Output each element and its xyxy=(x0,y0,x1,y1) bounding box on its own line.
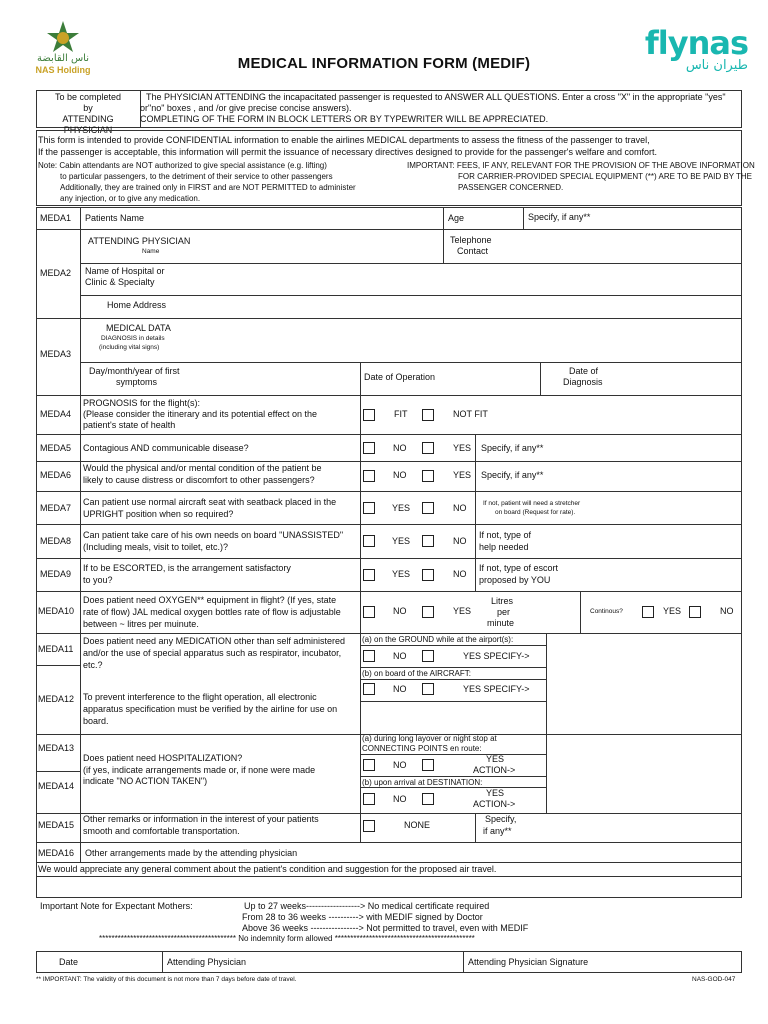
meda7-note-2: on board (Request for rate). xyxy=(495,509,576,516)
meda10-continuous-yes-label: YES xyxy=(663,606,682,616)
meda9-q1: If to be ESCORTED, is the arrangement satisfactory xyxy=(83,563,291,573)
meda3-code: MEDA3 xyxy=(40,349,72,359)
meda11-aircraft: (b) on board of the AIRCRAFT: xyxy=(362,669,471,678)
meda8-q2: (Including meals, visit to toilet, etc.)? xyxy=(83,542,229,552)
meda3-date-operation: Date of Operation xyxy=(364,372,436,382)
meda11-code: MEDA11 xyxy=(38,644,74,654)
meda11-ground: (a) on the GROUND while at the airport(s): xyxy=(362,635,514,644)
meda14-yes-checkbox[interactable] xyxy=(422,793,434,805)
meda9-no-checkbox[interactable] xyxy=(422,569,434,581)
meda14-code: MEDA14 xyxy=(38,781,75,791)
meda2-hospital-1: Name of Hospital or xyxy=(85,266,165,276)
meda10-q3: between ~ litres per muinute. xyxy=(83,619,199,629)
meda3-date-diag-2: Diagnosis xyxy=(563,377,603,387)
meda8-code: MEDA8 xyxy=(40,536,72,546)
meda3-medical-data: MEDICAL DATA xyxy=(106,323,171,333)
meda1-age: Age xyxy=(448,213,465,223)
note-line-4: any injection, or to give any medication. xyxy=(60,194,201,203)
comment-label: We would appreciate any general comment about the patient's condition and suggestion for the proposed air travel. xyxy=(38,864,497,874)
meda9-q2: to you? xyxy=(83,575,113,585)
mothers-line-1: Up to 27 weeks------------------> No medical certificate required xyxy=(244,901,490,911)
meda6-q1: Would the physical and/or mental condition of the patient be xyxy=(83,463,322,473)
meda10-continuous: Continous? xyxy=(590,608,623,615)
meda5-specify: Specify, if any** xyxy=(481,443,544,453)
meda3-diagnosis-2: (including vital signs) xyxy=(99,344,160,351)
meda9-note-2: proposed by YOU xyxy=(479,575,551,585)
meda7-note-1: If not, patient will need a stretcher xyxy=(483,500,581,507)
flynas-logo-text: flynas xyxy=(644,24,748,62)
meda13-q1: Does patient need HOSPITALIZATION? xyxy=(83,753,243,763)
meda13-code: MEDA13 xyxy=(38,743,75,753)
meda12-q1: To prevent interference to the flight operation, all electronic xyxy=(83,692,317,702)
meda13-layover-2: CONNECTING POINTS en route: xyxy=(362,744,482,753)
mothers-line-3: Above 36 weeks ----------------> Not permitted to travel, even with MEDIF xyxy=(242,923,529,933)
signature-physician: Attending Physician xyxy=(167,957,247,967)
meda15-specify-2: if any** xyxy=(483,826,512,836)
meda7-yes-label: YES xyxy=(392,503,411,513)
meda9-note-1: If not, type of escort xyxy=(479,563,559,573)
meda14-yes-label: YES xyxy=(486,788,505,798)
confidential-line-1: This form is intended to provide CONFIDENTIAL information to enable the airlines MEDICAL departments to assess the fitness of the passenger to travel, xyxy=(38,135,650,145)
meda10-litres-2: per xyxy=(497,607,511,617)
instruction-line-3: COMPLETING OF THE FORM IN BLOCK LETTERS OR BY TYPEWRITER WILL BE APPRECIATED. xyxy=(140,114,549,124)
flynas-logo-arabic: طيران ناس xyxy=(685,58,748,73)
meda8-no-label: NO xyxy=(453,536,467,546)
signature-box xyxy=(36,951,742,973)
meda8-yes-checkbox[interactable] xyxy=(363,535,375,547)
meda2-contact: Contact xyxy=(457,246,489,256)
note-line-2: to particular passengers, to the detriment of their service to other passengers xyxy=(60,172,333,181)
meda3-first-symptoms-2: symptoms xyxy=(116,377,158,387)
meda13-yes-checkbox[interactable] xyxy=(422,759,434,771)
meda1-patient-name: Patients Name xyxy=(85,213,145,223)
meda9-yes-checkbox[interactable] xyxy=(363,569,375,581)
meda6-yes-label: YES xyxy=(453,470,472,480)
signature-signature: Attending Physician Signature xyxy=(468,957,589,967)
meda6-code: MEDA6 xyxy=(40,470,72,480)
meda15-none-checkbox[interactable] xyxy=(363,820,375,832)
instruction-line-1: The PHYSICIAN ATTENDING the incapacitated passenger is requested to ANSWER ALL QUESTIONS. Enter a cross "X" in the appropriate "yes" xyxy=(146,92,726,102)
meda15-code: MEDA15 xyxy=(38,820,75,830)
meda4-q2: (Please consider the itinerary and its potential effect on the xyxy=(83,409,317,419)
meda15-q2: smooth and comfortable transportation. xyxy=(83,826,240,836)
page-title: MEDICAL INFORMATION FORM (MEDIF) xyxy=(237,55,531,72)
mothers-line-2: From 28 to 36 weeks ----------> with MEDIF signed by Doctor xyxy=(242,912,483,922)
meda10-yes-label: YES xyxy=(453,606,472,616)
meda10-no-checkbox[interactable] xyxy=(363,606,375,618)
meda2-telephone: Telephone xyxy=(450,235,492,245)
flynas-logo xyxy=(622,26,748,78)
meda8-yes-label: YES xyxy=(392,536,411,546)
meda2-attending: ATTENDING PHYSICIAN xyxy=(88,236,191,246)
meda8-note-2: help needed xyxy=(479,542,529,552)
meda12-q2: apparatus specification must be verified by the airline for use on xyxy=(83,704,338,714)
meda13-no-label: NO xyxy=(393,760,407,770)
meda10-q2: rate of flow) JAL medical oxygen bottles rate of flow is adjustable xyxy=(83,607,341,617)
completed-by-label: To be completed by ATTENDING PHYSICIAN xyxy=(54,92,122,135)
mothers-line-4: ******************************************** No indemnity form allowed ********************************************* xyxy=(99,934,475,943)
important-line-3: PASSENGER CONCERNED. xyxy=(458,183,564,192)
nas-star-icon xyxy=(28,20,98,56)
meda5-yes-checkbox[interactable] xyxy=(422,442,434,454)
meda9-code: MEDA9 xyxy=(40,569,72,579)
meda10-q1: Does patient need OXYGEN** equipment in flight? (If yes, state xyxy=(83,595,337,605)
meda11-aircraft-yes-label: YES SPECIFY-> xyxy=(463,684,530,694)
meda4-fit-label: FIT xyxy=(394,409,408,419)
meda16-q1: Other arrangements made by the attending physician xyxy=(85,848,298,858)
meda1-specify: Specify, if any** xyxy=(528,212,591,222)
meda4-q3: patient's state of health xyxy=(83,420,176,430)
meda10-yes-checkbox[interactable] xyxy=(422,606,434,618)
meda10-litres-1: Litres xyxy=(491,596,514,606)
meda2-code: MEDA2 xyxy=(40,268,72,278)
mothers-label: Important Note for Expectant Mothers: xyxy=(40,901,193,911)
meda10-code: MEDA10 xyxy=(38,606,75,616)
important-line-2: FOR CARRIER-PROVIDED SPECIAL EQUIPMENT (**) ARE TO BE PAID BY THE xyxy=(458,172,752,181)
meda8-note-1: If not, type of xyxy=(479,530,532,540)
meda13-q3: indicate "NO ACTION TAKEN") xyxy=(83,776,208,786)
meda6-no-label: NO xyxy=(393,470,407,480)
meda10-continuous-no-checkbox[interactable] xyxy=(689,606,701,618)
note-line-1: Note: Cabin attendants are NOT authorized to give special assistance (e.g. lifting) xyxy=(38,161,327,170)
meda7-no-checkbox[interactable] xyxy=(422,502,434,514)
meda3-first-symptoms-1: Day/month/year of first xyxy=(89,366,180,376)
meda7-yes-checkbox[interactable] xyxy=(363,502,375,514)
footer-code: NAS-GOD-047 xyxy=(692,976,736,983)
meda2-name: Name xyxy=(142,248,160,255)
meda10-no-label: NO xyxy=(393,606,407,616)
meda14-action-label: ACTION-> xyxy=(473,799,516,809)
meda11-q1: Does patient need any MEDICATION other than self administered xyxy=(83,636,345,646)
meda10-continuous-yes-checkbox[interactable] xyxy=(642,606,654,618)
note-line-3: Additionally, they are trained only in FIRST and are NOT PERMITTED to administer xyxy=(60,183,356,192)
meda13-no-checkbox[interactable] xyxy=(363,759,375,771)
meda6-q2: likely to cause distress or discomfort to other passengers? xyxy=(83,475,315,485)
meda10-continuous-no-label: NO xyxy=(720,606,734,616)
meda8-q1: Can patient take care of his own needs on board "UNASSISTED" xyxy=(83,530,344,540)
meda3-diagnosis-1: DIAGNOSIS in details xyxy=(101,335,165,342)
meda15-none-label: NONE xyxy=(404,820,431,830)
meda6-specify: Specify, if any** xyxy=(481,470,544,480)
meda2-home-address: Home Address xyxy=(107,300,167,310)
footer-validity: ** IMPORTANT: The validity of this document is not more than 7 days before date of travel. xyxy=(36,976,297,983)
meda5-q1: Contagious AND communicable disease? xyxy=(83,443,249,453)
meda5-no-label: NO xyxy=(393,443,407,453)
meda11-aircraft-no-checkbox[interactable] xyxy=(363,683,375,695)
meda4-fit-checkbox[interactable] xyxy=(363,409,375,421)
important-line-1: IMPORTANT: FEES, IF ANY, RELEVANT FOR THE PROVISION OF THE ABOVE INFORMATION xyxy=(407,161,755,170)
signature-date: Date xyxy=(59,957,79,967)
meda4-code: MEDA4 xyxy=(40,409,72,419)
meda11-ground-no-label: NO xyxy=(393,651,407,661)
meda9-no-label: NO xyxy=(453,569,467,579)
meda13-q2: (if yes, indicate arrangements made or, if none were made xyxy=(83,765,316,775)
meda13-layover-1: (a) during long layover or night stop at xyxy=(362,734,497,743)
meda12-q3: board. xyxy=(83,716,109,726)
meda8-no-checkbox[interactable] xyxy=(422,535,434,547)
meda7-code: MEDA7 xyxy=(40,503,72,513)
meda14-no-label: NO xyxy=(393,794,407,804)
meda15-specify-1: Specify, xyxy=(485,814,517,824)
meda1-code: MEDA1 xyxy=(40,213,72,223)
nas-logo-text: NAS Holding xyxy=(35,65,91,75)
meda16-code: MEDA16 xyxy=(38,848,75,858)
meda11-ground-no-checkbox[interactable] xyxy=(363,650,375,662)
meda13-action-label: ACTION-> xyxy=(473,765,516,775)
meda7-no-label: NO xyxy=(453,503,467,513)
meda5-code: MEDA5 xyxy=(40,443,72,453)
meda6-yes-checkbox[interactable] xyxy=(422,470,434,482)
meda11-aircraft-yes-checkbox[interactable] xyxy=(422,683,434,695)
meda5-yes-label: YES xyxy=(453,443,472,453)
meda11-aircraft-no-label: NO xyxy=(393,684,407,694)
meda4-not-fit-checkbox[interactable] xyxy=(422,409,434,421)
confidential-line-2: If the passenger is acceptable, this information will permit the issuance of necessary directives designed to provide for the passenger's welfare and comfort. xyxy=(38,147,658,157)
meda7-q1: Can patient use normal aircraft seat with seatback placed in the xyxy=(83,497,337,507)
meda3-date-diag-1: Date of xyxy=(569,366,599,376)
meda10-litres-3: minute xyxy=(487,618,515,628)
meda11-ground-yes-label: YES SPECIFY-> xyxy=(463,651,530,661)
meda15-q1: Other remarks or information in the interest of your patients xyxy=(83,814,319,824)
nas-logo-arabic: ناس القابضة xyxy=(37,53,89,64)
meda13-yes-label: YES xyxy=(486,754,505,764)
meda2-hospital-2: Clinic & Specialty xyxy=(85,277,155,287)
meda11-q2: and/or the use of special apparatus such as respirator, incubator, xyxy=(83,648,342,658)
meda4-q1: PROGNOSIS for the flight(s): xyxy=(83,398,201,408)
meda4-not-fit-label: NOT FIT xyxy=(453,409,488,419)
meda11-q3: etc.? xyxy=(83,660,103,670)
meda12-code: MEDA12 xyxy=(38,694,75,704)
meda14-no-checkbox[interactable] xyxy=(363,793,375,805)
meda11-ground-yes-checkbox[interactable] xyxy=(422,650,434,662)
meda5-no-checkbox[interactable] xyxy=(363,442,375,454)
instruction-line-2: or"no" boxes , and /or give precise concise answers). xyxy=(140,103,352,113)
meda6-no-checkbox[interactable] xyxy=(363,470,375,482)
meda7-q2: UPRIGHT position when so required? xyxy=(83,509,234,519)
meda9-yes-label: YES xyxy=(392,569,411,579)
meda14-arrival: (b) upon arrival at DESTINATION: xyxy=(362,778,483,787)
